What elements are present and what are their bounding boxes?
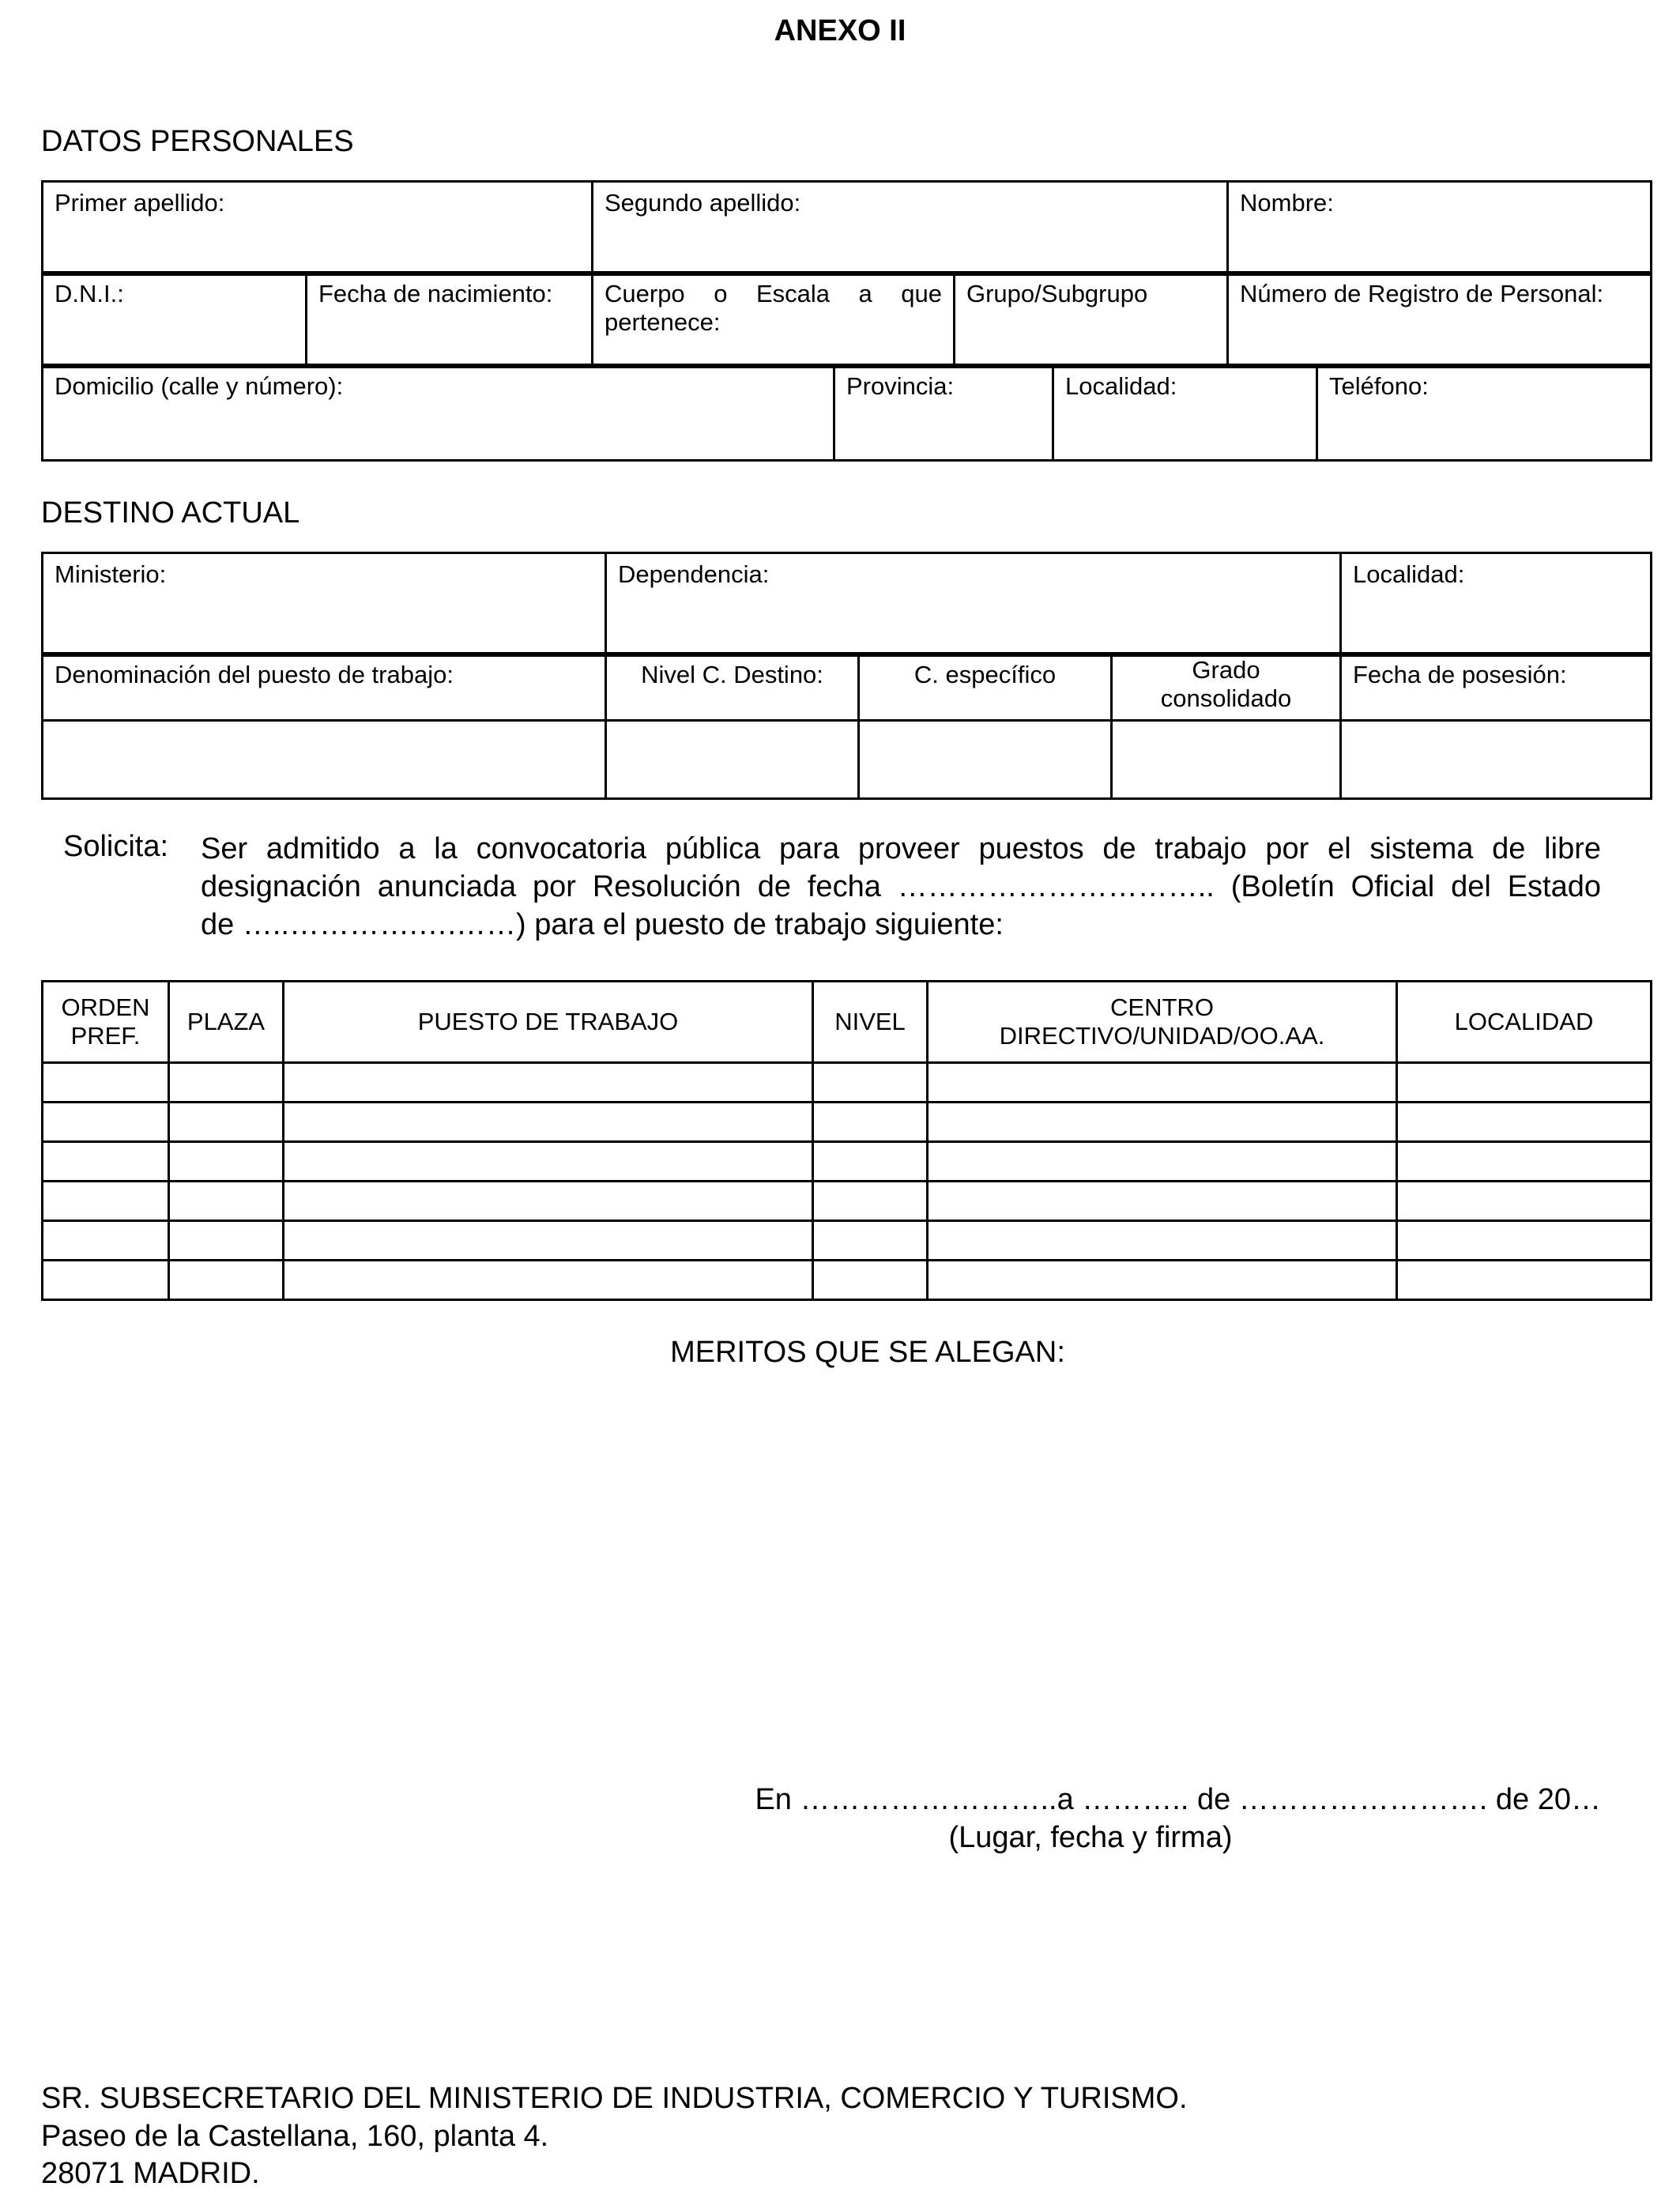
col-header-centro: CENTRO <box>1110 993 1214 1021</box>
label-segundo-apellido: Segundo apellido: <box>605 189 801 217</box>
table-row <box>43 1063 1652 1103</box>
label-cuerpo-escala-line2: pertenece: <box>605 308 721 336</box>
header-c-especifico <box>859 654 1112 721</box>
col-header-nivel-label: NIVEL <box>834 1008 906 1035</box>
header-grado-consolidado <box>1112 654 1341 721</box>
label-dependencia: Dependencia: <box>618 560 770 588</box>
table-row <box>43 1142 1652 1182</box>
cell-orden-pref[interactable] <box>43 1261 169 1300</box>
cell-localidad[interactable] <box>1397 1182 1652 1221</box>
cell-orden-pref[interactable] <box>43 1103 169 1142</box>
col-header-centro-directivo <box>928 982 1397 1063</box>
col-header-localidad-label: LOCALIDAD <box>1454 1008 1594 1035</box>
cell-puesto-trabajo[interactable] <box>284 1142 813 1182</box>
col-header-plaza <box>169 982 284 1063</box>
col-header-localidad <box>1397 982 1652 1063</box>
label-provincia: Provincia: <box>846 372 955 400</box>
col-header-directivo-unidad: DIRECTIVO/UNIDAD/OO.AA. <box>999 1022 1325 1050</box>
cell-nivel[interactable] <box>813 1221 928 1261</box>
cell-puesto-trabajo[interactable] <box>284 1221 813 1261</box>
datos-personales-row2 <box>41 271 1652 368</box>
col-header-orden-pref <box>43 982 169 1063</box>
cell-puesto-trabajo[interactable] <box>284 1103 813 1142</box>
col-header-nivel <box>813 982 928 1063</box>
col-header-orden: ORDEN <box>61 993 150 1021</box>
solicita-label: Solicita: <box>63 830 169 863</box>
puestos-table-header-row <box>43 982 1652 1063</box>
section-heading-datos-personales: DATOS PERSONALES <box>41 125 354 158</box>
label-nombre: Nombre: <box>1240 189 1334 217</box>
cell-nivel[interactable] <box>813 1261 928 1300</box>
label-denominacion-puesto: Denominación del puesto de trabajo: <box>55 661 454 688</box>
label-dni: D.N.I.: <box>55 280 124 307</box>
cell-localidad[interactable] <box>1397 1142 1652 1182</box>
field-localidad-destino[interactable] <box>1341 553 1652 656</box>
solicita-line-2: designación anunciada por Resolución de fecha ………………………….. (Boletín Oficial del Estado <box>201 870 1601 903</box>
cell-nivel[interactable] <box>813 1182 928 1221</box>
table-row <box>43 1261 1652 1300</box>
lugar-fecha-line: En ……………………..a ……….. de ……………………. de 20… <box>755 1783 1601 1816</box>
field-telefono[interactable] <box>1317 365 1652 461</box>
field-numero-registro-personal[interactable] <box>1228 273 1652 368</box>
label-grupo-subgrupo: Grupo/Subgrupo <box>966 280 1148 307</box>
input-denominacion-puesto[interactable] <box>43 721 606 799</box>
field-segundo-apellido[interactable] <box>593 182 1228 275</box>
cell-centro-directivo[interactable] <box>928 1261 1397 1300</box>
label-cuerpo-escala-line1: Cuerpo o Escala a que <box>605 280 942 307</box>
field-localidad[interactable] <box>1053 365 1317 461</box>
field-domicilio[interactable] <box>43 365 834 461</box>
input-c-especifico[interactable] <box>859 721 1112 799</box>
label-fecha-posesion: Fecha de posesión: <box>1353 661 1567 688</box>
cell-orden-pref[interactable] <box>43 1142 169 1182</box>
table-row <box>43 1182 1652 1221</box>
cell-nivel[interactable] <box>813 1103 928 1142</box>
table-row <box>43 1221 1652 1261</box>
cell-puesto-trabajo[interactable] <box>284 1063 813 1103</box>
cell-plaza[interactable] <box>169 1063 284 1103</box>
meritos-heading: MERITOS QUE SE ALEGAN: <box>670 1336 1065 1369</box>
header-denominacion-puesto <box>43 654 606 721</box>
label-primer-apellido: Primer apellido: <box>55 189 225 217</box>
solicita-text <box>201 830 1601 944</box>
col-header-puesto-trabajo-label: PUESTO DE TRABAJO <box>417 1008 679 1035</box>
label-localidad-destino: Localidad: <box>1353 560 1465 588</box>
cell-centro-directivo[interactable] <box>928 1103 1397 1142</box>
page-title: ANEXO II <box>774 14 906 47</box>
puestos-table <box>41 980 1652 1301</box>
cell-plaza[interactable] <box>169 1261 284 1300</box>
cell-localidad[interactable] <box>1397 1221 1652 1261</box>
label-grado: Grado <box>1192 656 1260 684</box>
cell-puesto-trabajo[interactable] <box>284 1182 813 1221</box>
solicita-line-1: Ser admitido a la convocatoria pública para proveer puestos de trabajo por el sistema de libre <box>201 832 1601 865</box>
label-c-especifico: C. específico <box>913 661 1057 688</box>
destinatario-line-2: Paseo de la Castellana, 160, planta 4. <box>41 2120 549 2153</box>
col-header-puesto-trabajo <box>284 982 813 1063</box>
cell-plaza[interactable] <box>169 1221 284 1261</box>
label-consolidado: consolidado <box>1160 684 1292 712</box>
cell-localidad[interactable] <box>1397 1103 1652 1142</box>
label-nivel-c-destino: Nivel C. Destino: <box>641 661 823 688</box>
input-nivel-c-destino[interactable] <box>606 721 859 799</box>
lugar-fecha-firma-caption: (Lugar, fecha y firma) <box>948 1821 1233 1854</box>
col-header-plaza-label: PLAZA <box>186 1008 266 1035</box>
cell-localidad[interactable] <box>1397 1063 1652 1103</box>
field-dni[interactable] <box>43 273 307 368</box>
field-grupo-subgrupo[interactable] <box>955 273 1228 368</box>
cell-plaza[interactable] <box>169 1103 284 1142</box>
cell-nivel[interactable] <box>813 1063 928 1103</box>
table-row <box>43 1103 1652 1142</box>
label-localidad: Localidad: <box>1065 372 1177 400</box>
field-nombre[interactable] <box>1228 182 1652 275</box>
field-fecha-nacimiento[interactable] <box>307 273 593 368</box>
field-cuerpo-escala[interactable] <box>593 273 955 368</box>
datos-personales-row1 <box>41 180 1652 276</box>
solicita-line-3: de …..………….….……) para el puesto de trabajo siguiente: <box>201 908 1004 941</box>
field-provincia[interactable] <box>834 365 1053 461</box>
cell-orden-pref[interactable] <box>43 1063 169 1103</box>
cell-nivel[interactable] <box>813 1142 928 1182</box>
destino-actual-row1 <box>41 552 1652 657</box>
input-fecha-posesion[interactable] <box>1341 721 1652 799</box>
destino-actual-row2 <box>41 652 1652 800</box>
cell-orden-pref[interactable] <box>43 1221 169 1261</box>
section-heading-destino-actual: DESTINO ACTUAL <box>41 496 300 530</box>
col-header-pref: PREF. <box>70 1022 141 1050</box>
cell-puesto-trabajo[interactable] <box>284 1261 813 1300</box>
cell-centro-directivo[interactable] <box>928 1182 1397 1221</box>
destinatario-line-1: SR. SUBSECRETARIO DEL MINISTERIO DE INDUSTRIA, COMERCIO Y TURISMO. <box>41 2082 1188 2115</box>
cell-centro-directivo[interactable] <box>928 1142 1397 1182</box>
destinatario-line-3: 28071 MADRID. <box>41 2157 260 2190</box>
cell-plaza[interactable] <box>169 1182 284 1221</box>
cell-centro-directivo[interactable] <box>928 1221 1397 1261</box>
input-grado-consolidado[interactable] <box>1112 721 1341 799</box>
cell-centro-directivo[interactable] <box>928 1063 1397 1103</box>
label-telefono: Teléfono: <box>1329 372 1429 400</box>
label-numero-registro-personal: Número de Registro de Personal: <box>1240 280 1604 307</box>
field-primer-apellido[interactable] <box>43 182 593 275</box>
field-dependencia[interactable] <box>606 553 1341 656</box>
datos-personales-row3 <box>41 364 1652 462</box>
cell-plaza[interactable] <box>169 1142 284 1182</box>
header-nivel-c-destino <box>606 654 859 721</box>
label-domicilio: Domicilio (calle y número): <box>55 372 344 400</box>
field-ministerio[interactable] <box>43 553 606 656</box>
label-fecha-nacimiento: Fecha de nacimiento: <box>318 280 553 307</box>
header-fecha-posesion <box>1341 654 1652 721</box>
cell-orden-pref[interactable] <box>43 1182 169 1221</box>
label-ministerio: Ministerio: <box>55 560 167 588</box>
cell-localidad[interactable] <box>1397 1261 1652 1300</box>
